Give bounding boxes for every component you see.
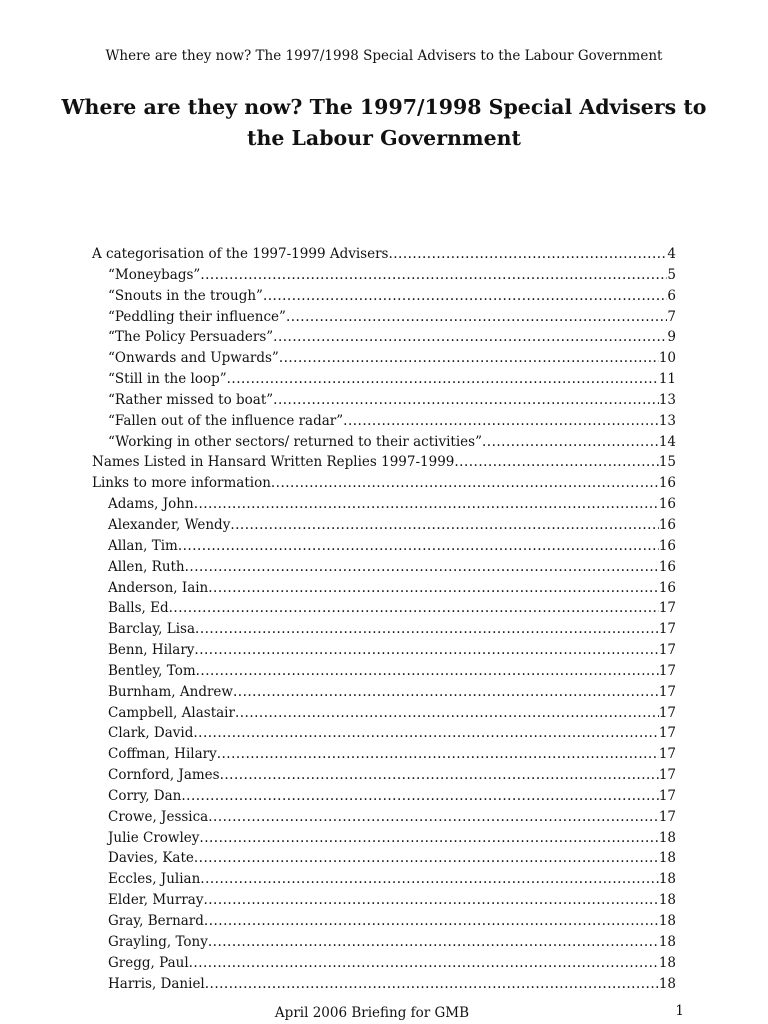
toc-dot-leader bbox=[181, 786, 658, 807]
toc-entry[interactable] bbox=[92, 265, 676, 286]
toc-entry-title: Anderson, Iain bbox=[108, 579, 209, 596]
page-number: 1 bbox=[675, 1003, 684, 1019]
toc-entry[interactable] bbox=[92, 244, 676, 265]
toc-entry[interactable] bbox=[92, 786, 676, 807]
toc-entry-title: Cornford, James bbox=[108, 767, 220, 784]
toc-entry[interactable] bbox=[92, 703, 676, 724]
toc-entry-title: Balls, Ed bbox=[108, 600, 169, 617]
toc-entry-title: Alexander, Wendy bbox=[108, 516, 231, 533]
toc-entry[interactable] bbox=[92, 598, 676, 619]
toc-entry-page: 18 bbox=[658, 933, 676, 950]
toc-entry-title: Grayling, Tony bbox=[108, 933, 208, 950]
toc-entry-page: 16 bbox=[658, 537, 676, 554]
toc-entry-title: “Peddling their influence” bbox=[108, 308, 286, 325]
toc-dot-leader bbox=[271, 473, 659, 494]
toc-entry-page: 16 bbox=[658, 558, 676, 575]
toc-entry-title: “Snouts in the trough” bbox=[108, 287, 263, 304]
toc-entry-title: Barclay, Lisa bbox=[108, 621, 196, 638]
toc-entry-page: 17 bbox=[658, 683, 676, 700]
toc-entry[interactable] bbox=[92, 744, 676, 765]
toc-dot-leader bbox=[194, 848, 659, 869]
toc-entry-page: 18 bbox=[658, 975, 676, 992]
toc-dot-leader bbox=[273, 327, 667, 348]
toc-entry[interactable] bbox=[92, 307, 676, 328]
toc-entry[interactable] bbox=[92, 640, 676, 661]
toc-entry[interactable] bbox=[92, 619, 676, 640]
toc-entry[interactable] bbox=[92, 869, 676, 890]
toc-entry-title: Julie Crowley bbox=[108, 829, 200, 846]
toc-entry[interactable] bbox=[92, 473, 676, 494]
toc-dot-leader bbox=[194, 640, 658, 661]
toc-entry-page: 17 bbox=[658, 808, 676, 825]
toc-entry-title: Clark, David bbox=[108, 725, 194, 742]
toc-entry-page: 17 bbox=[658, 767, 676, 784]
toc-entry-title: Coffman, Hilary bbox=[108, 746, 217, 763]
toc-entry[interactable] bbox=[92, 515, 676, 536]
toc-entry[interactable] bbox=[92, 411, 676, 432]
toc-entry-page: 5 bbox=[667, 266, 676, 283]
toc-entry-page: 4 bbox=[667, 246, 676, 262]
toc-entry[interactable] bbox=[92, 848, 676, 869]
toc-dot-leader bbox=[233, 682, 659, 703]
toc-entry-page: 18 bbox=[658, 954, 676, 971]
toc-entry[interactable] bbox=[92, 723, 676, 744]
toc-dot-leader bbox=[193, 723, 658, 744]
toc-entry[interactable] bbox=[92, 932, 676, 953]
toc-entry[interactable] bbox=[92, 348, 676, 369]
toc-entry[interactable] bbox=[92, 494, 676, 515]
toc-dot-leader bbox=[273, 390, 659, 411]
toc-entry[interactable] bbox=[92, 452, 676, 473]
toc-entry-page: 16 bbox=[658, 579, 676, 596]
toc-dot-leader bbox=[204, 911, 659, 932]
toc-entry-title: Gregg, Paul bbox=[108, 954, 189, 971]
toc-entry-page: 17 bbox=[658, 600, 676, 617]
toc-entry-page: 16 bbox=[658, 496, 676, 513]
toc-dot-leader bbox=[279, 348, 659, 369]
toc-entry[interactable] bbox=[92, 390, 676, 411]
toc-entry[interactable] bbox=[92, 682, 676, 703]
toc-dot-leader bbox=[217, 744, 659, 765]
footer-text: April 2006 Briefing for GMB bbox=[274, 1005, 470, 1021]
toc-entry-title: Gray, Bernard bbox=[108, 913, 204, 929]
toc-entry[interactable] bbox=[92, 286, 676, 307]
toc-entry-title: “Working in other sectors/ returned to their activities” bbox=[108, 433, 482, 450]
toc-entry[interactable] bbox=[92, 765, 676, 786]
toc-entry-page: 7 bbox=[667, 308, 676, 325]
toc-entry-page: 17 bbox=[658, 704, 676, 721]
toc-entry-page: 18 bbox=[658, 913, 676, 929]
toc-entry-page: 14 bbox=[658, 433, 676, 450]
toc-entry-title: “The Policy Persuaders” bbox=[108, 329, 274, 346]
toc-entry[interactable] bbox=[92, 974, 676, 995]
toc-entry-title: “Moneybags” bbox=[108, 266, 201, 283]
toc-entry[interactable] bbox=[92, 828, 676, 849]
document-title: Where are they now? The 1997/1998 Special Advisers to the Labour Government bbox=[61, 95, 707, 150]
toc-entry[interactable] bbox=[92, 807, 676, 828]
toc-entry-title: Allen, Ruth bbox=[108, 558, 185, 575]
toc-entry[interactable] bbox=[92, 911, 676, 932]
toc-dot-leader bbox=[199, 828, 658, 849]
toc-dot-leader bbox=[235, 703, 659, 724]
toc-dot-leader bbox=[263, 286, 667, 307]
toc-entry-title: Eccles, Julian bbox=[108, 871, 201, 888]
running-header: Where are they now? The 1997/1998 Special Advisers to the Labour Government bbox=[105, 48, 663, 64]
toc-entry-page: 17 bbox=[658, 642, 676, 659]
toc-dot-leader bbox=[208, 932, 659, 953]
toc-entry-page: 18 bbox=[658, 850, 676, 867]
toc-dot-leader bbox=[343, 411, 659, 432]
toc-entry-page: 13 bbox=[658, 391, 676, 408]
toc-entry-title: “Still in the loop” bbox=[108, 371, 227, 388]
toc-entry-page: 17 bbox=[658, 725, 676, 742]
toc-entry-title: Links to more information bbox=[92, 475, 271, 492]
toc-dot-leader bbox=[169, 598, 659, 619]
toc-entry[interactable] bbox=[92, 327, 676, 348]
table-of-contents bbox=[92, 244, 676, 994]
toc-entry-page: 16 bbox=[658, 516, 676, 533]
toc-entry-title: Names Listed in Hansard Written Replies 1997-1999 bbox=[92, 454, 455, 471]
toc-dot-leader bbox=[208, 578, 659, 599]
toc-entry-page: 16 bbox=[658, 475, 676, 492]
toc-entry[interactable] bbox=[92, 536, 676, 557]
toc-dot-leader bbox=[203, 890, 658, 911]
toc-dot-leader bbox=[230, 515, 658, 536]
toc-dot-leader bbox=[178, 536, 659, 557]
toc-entry-title: Adams, John bbox=[108, 496, 194, 513]
toc-dot-leader bbox=[454, 452, 658, 473]
toc-entry-title: Harris, Daniel bbox=[108, 975, 205, 992]
toc-entry-title: Burnham, Andrew bbox=[108, 683, 233, 700]
toc-dot-leader bbox=[200, 869, 659, 890]
toc-dot-leader bbox=[286, 307, 667, 328]
toc-entry-page: 17 bbox=[658, 621, 676, 638]
toc-entry-page: 18 bbox=[658, 871, 676, 888]
toc-entry-page: 11 bbox=[658, 371, 676, 388]
toc-entry[interactable] bbox=[92, 953, 676, 974]
toc-entry-title: Corry, Dan bbox=[108, 787, 182, 804]
toc-dot-leader bbox=[208, 807, 659, 828]
toc-dot-leader bbox=[205, 974, 659, 995]
toc-entry-title: Allan, Tim bbox=[108, 537, 178, 554]
toc-dot-leader bbox=[189, 953, 659, 974]
toc-entry-page: 17 bbox=[658, 746, 676, 763]
toc-entry[interactable] bbox=[92, 369, 676, 390]
toc-dot-leader bbox=[220, 765, 659, 786]
toc-dot-leader bbox=[388, 244, 667, 265]
toc-dot-leader bbox=[482, 432, 659, 453]
toc-entry-page: 13 bbox=[658, 412, 676, 429]
toc-entry-title: Benn, Hilary bbox=[108, 642, 195, 659]
toc-dot-leader bbox=[227, 369, 659, 390]
toc-entry-page: 18 bbox=[658, 892, 676, 909]
toc-dot-leader bbox=[200, 265, 667, 286]
toc-entry-page: 18 bbox=[658, 829, 676, 846]
toc-entry-page: 9 bbox=[667, 329, 676, 346]
toc-entry-title: “Rather missed to boat” bbox=[108, 391, 274, 408]
toc-entry-title: Campbell, Alastair bbox=[108, 704, 235, 721]
toc-entry-title: A categorisation of the 1997-1999 Advisers bbox=[92, 246, 389, 262]
toc-entry[interactable] bbox=[92, 557, 676, 578]
toc-entry-title: Crowe, Jessica bbox=[108, 808, 209, 825]
toc-entry-page: 6 bbox=[667, 287, 676, 304]
toc-entry-page: 17 bbox=[658, 662, 676, 679]
toc-entry-page: 17 bbox=[658, 787, 676, 804]
toc-dot-leader bbox=[195, 619, 659, 640]
toc-entry-title: Davies, Kate bbox=[108, 850, 194, 867]
toc-dot-leader bbox=[196, 661, 659, 682]
toc-entry-title: Elder, Murray bbox=[108, 892, 204, 909]
toc-dot-leader bbox=[185, 557, 659, 578]
toc-dot-leader bbox=[194, 494, 659, 515]
toc-entry[interactable] bbox=[92, 661, 676, 682]
toc-entry[interactable] bbox=[92, 432, 676, 453]
toc-entry[interactable] bbox=[92, 578, 676, 599]
toc-entry-title: Bentley, Tom bbox=[108, 662, 196, 679]
toc-entry[interactable] bbox=[92, 890, 676, 911]
toc-entry-page: 15 bbox=[658, 454, 676, 471]
toc-entry-page: 10 bbox=[658, 350, 676, 367]
toc-entry-title: “Onwards and Upwards” bbox=[108, 350, 279, 367]
toc-entry-title: “Fallen out of the influence radar” bbox=[108, 412, 344, 429]
